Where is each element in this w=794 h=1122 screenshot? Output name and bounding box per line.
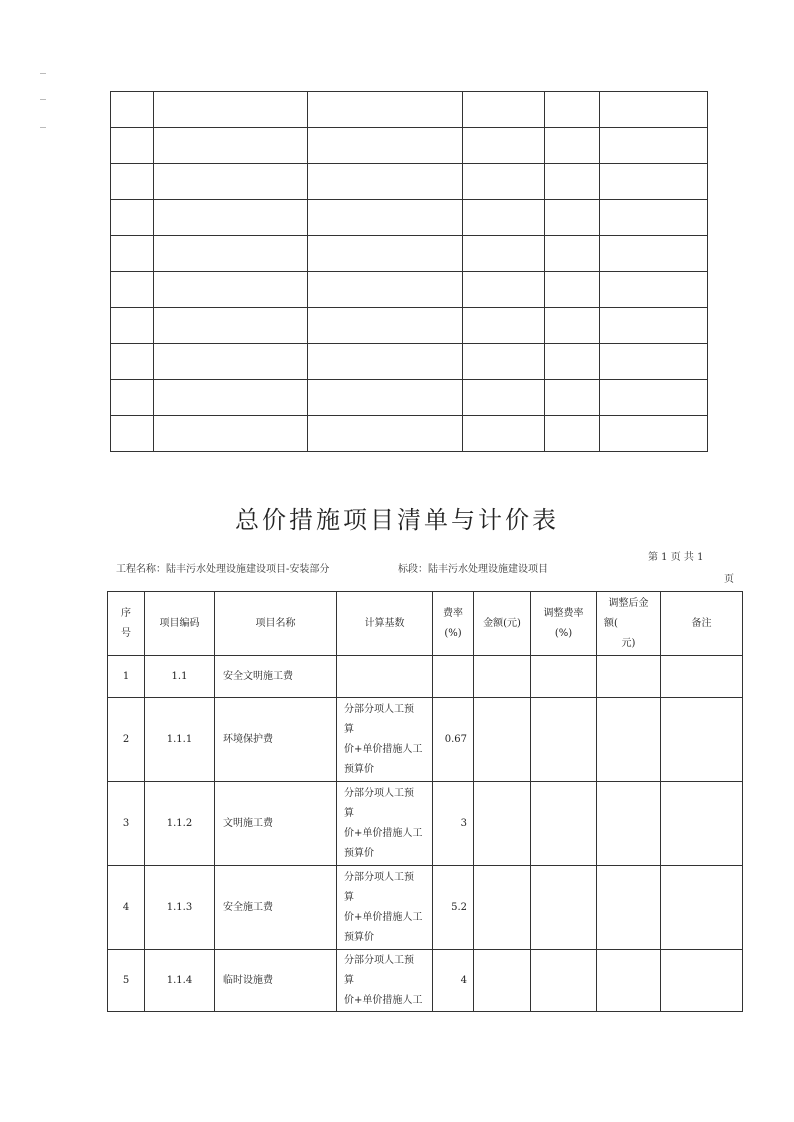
blank-cell [154,416,308,452]
cell-basis: 分部分项人工预 算 价+单价措施人工 预算价 [337,698,433,782]
cell-amount [474,698,531,782]
cell-seq: 5 [108,950,145,1012]
blank-cell [111,236,154,272]
measures-pricing-table [107,591,743,1012]
header-name: 项目名称 [215,592,337,656]
blank-cell [545,344,600,380]
blank-cell [154,380,308,416]
project-name: 工程名称：陆丰污水处理设施建设项目-安装部分 [116,564,330,575]
blank-cell [463,308,545,344]
cell-amount [474,866,531,950]
header-seq: 序 号 [108,592,145,656]
table-row [108,782,743,866]
cell-amount [474,782,531,866]
blank-cell [111,380,154,416]
blank-cell [308,236,463,272]
blank-cell [545,416,600,452]
table-row [108,866,743,950]
cell-adjusted-amount [597,782,661,866]
blank-cell [600,344,708,380]
blank-cell [600,416,708,452]
cell-name: 环境保护费 [215,698,337,782]
blank-cell [600,272,708,308]
cell-remark [661,656,743,698]
cell-remark [661,866,743,950]
blank-cell [600,236,708,272]
blank-cell [308,272,463,308]
blank-cell [545,308,600,344]
cell-adjusted-rate [531,866,597,950]
blank-cell [600,92,708,128]
blank-cell [463,416,545,452]
blank-cell [545,272,600,308]
blank-row [111,380,708,416]
cell-seq: 4 [108,866,145,950]
blank-row [111,236,708,272]
cell-rate [433,656,474,698]
blank-cell [308,164,463,200]
header-adjusted-rate: 调整费率 (%) [531,592,597,656]
blank-cell [600,308,708,344]
cell-basis [337,656,433,698]
header-adjusted-amount: 调整后金 额( 元) [597,592,661,656]
page-number-line1: 第 1 页 共 1 [648,552,704,563]
cell-adjusted-amount [597,656,661,698]
blank-cell [111,416,154,452]
cell-remark [661,950,743,1012]
cell-rate: 0.67 [433,698,474,782]
blank-row [111,92,708,128]
blank-cell [308,200,463,236]
cell-seq: 1 [108,656,145,698]
header-rate: 费率 (%) [433,592,474,656]
cell-adjusted-amount [597,866,661,950]
blank-row [111,416,708,452]
header-remark: 备注 [661,592,743,656]
blank-cell [111,92,154,128]
section-name: 标段：陆丰污水处理设施建设项目 [398,564,548,575]
blank-row [111,308,708,344]
cell-code: 1.1 [145,656,215,698]
header-basis: 计算基数 [337,592,433,656]
blank-cell [545,128,600,164]
cell-basis: 分部分项人工预 算 价+单价措施人工 预算价 [337,866,433,950]
blank-cell [111,200,154,236]
blank-cell [154,344,308,380]
table-row [108,656,743,698]
blank-row [111,344,708,380]
cell-adjusted-rate [531,656,597,698]
cell-adjusted-rate [531,782,597,866]
blank-cell [308,416,463,452]
page-title: 总价措施项目清单与计价表 [235,506,559,534]
table-row [108,698,743,782]
blank-row [111,164,708,200]
cell-code: 1.1.4 [145,950,215,1012]
cell-amount [474,950,531,1012]
cell-adjusted-rate [531,950,597,1012]
blank-cell [308,344,463,380]
cell-code: 1.1.1 [145,698,215,782]
blank-cell [600,380,708,416]
cell-code: 1.1.2 [145,782,215,866]
cell-code: 1.1.3 [145,866,215,950]
cell-rate: 5.2 [433,866,474,950]
scan-mark [40,73,46,74]
blank-cell [308,128,463,164]
cell-seq: 3 [108,782,145,866]
scan-mark [40,99,46,100]
blank-cell [545,380,600,416]
blank-cell [545,200,600,236]
blank-cell [545,92,600,128]
cell-adjusted-amount [597,698,661,782]
cell-amount [474,656,531,698]
header-amount: 金额(元) [474,592,531,656]
blank-cell [463,128,545,164]
blank-cell [600,200,708,236]
cell-name: 安全文明施工费 [215,656,337,698]
blank-cell [111,164,154,200]
blank-cell [463,92,545,128]
page-number-line2: 页 [724,574,734,585]
table-row [108,950,743,1012]
cell-remark [661,698,743,782]
blank-cell [308,92,463,128]
cell-adjusted-amount [597,950,661,1012]
blank-cell [111,272,154,308]
blank-cell [154,164,308,200]
blank-cell [154,308,308,344]
blank-cell [154,128,308,164]
blank-cell [463,236,545,272]
cell-seq: 2 [108,698,145,782]
cell-basis: 分部分项人工预 算 价+单价措施人工 [337,950,433,1012]
cell-rate: 4 [433,950,474,1012]
cell-remark [661,782,743,866]
cell-name: 临时设施费 [215,950,337,1012]
blank-cell [463,200,545,236]
blank-cell [308,380,463,416]
blank-cell [154,200,308,236]
blank-cell [463,164,545,200]
blank-cell [463,272,545,308]
blank-cell [600,164,708,200]
blank-cell [154,272,308,308]
cell-basis: 分部分项人工预 算 价+单价措施人工 预算价 [337,782,433,866]
scan-mark [40,127,46,128]
cell-name: 文明施工费 [215,782,337,866]
blank-cell [111,308,154,344]
blank-row [111,200,708,236]
blank-cell [154,236,308,272]
blank-cell [154,92,308,128]
header-code: 项目编码 [145,592,215,656]
blank-cell [463,344,545,380]
blank-cell [111,128,154,164]
blank-cell [600,128,708,164]
blank-row [111,128,708,164]
blank-cell [308,308,463,344]
cell-rate: 3 [433,782,474,866]
blank-cell [463,380,545,416]
header-row [108,592,743,656]
previous-table-continuation [110,91,708,452]
cell-adjusted-rate [531,698,597,782]
cell-name: 安全施工费 [215,866,337,950]
blank-cell [545,164,600,200]
blank-row [111,272,708,308]
blank-cell [111,344,154,380]
blank-cell [545,236,600,272]
